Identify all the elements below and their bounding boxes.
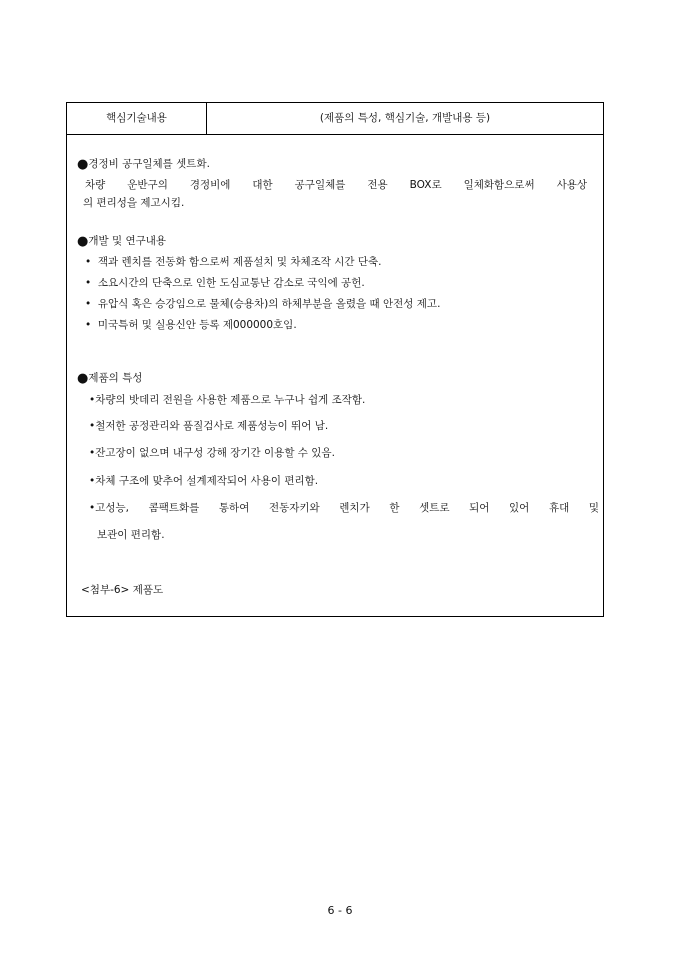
page-number: 6 - 6 bbox=[327, 904, 353, 917]
bullet-circle-icon: ● bbox=[77, 157, 89, 172]
section-body-line: 의 편리성을 제고시킴. bbox=[83, 197, 185, 209]
list-item-continuation: 보관이 편리함. bbox=[97, 529, 165, 541]
list-item: •차체 구조에 맞추어 설계제작되어 사용이 편리함. bbox=[89, 475, 319, 487]
list-item: • 잭과 렌치를 전동화 함으로써 제품설치 및 차체조작 시간 단축. bbox=[85, 256, 382, 268]
bullet-dot-icon: • bbox=[89, 447, 96, 459]
section-title-text: 제품의 특성 bbox=[88, 372, 143, 384]
attachment-label: <첨부-6> 제품도 bbox=[81, 584, 164, 596]
header-cell-core-tech: 핵심기술내용 bbox=[67, 103, 207, 134]
header-cell-description: (제품의 특성, 핵심기술, 개발내용 등) bbox=[319, 112, 491, 124]
section-body-line: 차량 운반구의 경정비에 대한 공구일체를 전용 BOX로 일체화함으로써 사용상 bbox=[85, 179, 587, 191]
bullet-circle-icon: ● bbox=[77, 234, 89, 249]
bullet-dot-icon: • bbox=[85, 256, 92, 268]
bullet-dot-icon: • bbox=[85, 277, 92, 289]
bullet-dot-icon: • bbox=[89, 475, 96, 487]
list-item: • 미국특허 및 실용신안 등록 제000000호임. bbox=[85, 319, 297, 331]
list-item: •고성능, 콤팩트화를 통하여 전동자키와 렌치가 한 셋트로 되어 있어 휴대 및 bbox=[89, 502, 599, 514]
section-title-text: 개발 및 연구내용 bbox=[88, 235, 167, 247]
section-title-2 bbox=[77, 234, 166, 248]
section-title-3 bbox=[77, 371, 142, 385]
bullet-dot-icon: • bbox=[89, 502, 96, 514]
list-item: •잔고장이 없으며 내구성 강해 장기간 이용할 수 있음. bbox=[89, 447, 335, 459]
list-item: •차량의 밧데리 전원을 사용한 제품으로 누구나 쉽게 조작함. bbox=[89, 394, 366, 406]
content-table bbox=[66, 102, 604, 617]
table-header-row bbox=[67, 103, 603, 135]
bullet-dot-icon: • bbox=[89, 394, 96, 406]
section-title-1 bbox=[77, 157, 210, 171]
bullet-circle-icon: ● bbox=[77, 371, 89, 386]
bullet-dot-icon: • bbox=[89, 420, 96, 432]
list-item: • 소요시간의 단축으로 인한 도심교통난 감소로 국익에 공헌. bbox=[85, 277, 365, 289]
bullet-dot-icon: • bbox=[85, 319, 92, 331]
list-item: •철저한 공정관리와 품질검사로 제품성능이 뛰어 남. bbox=[89, 420, 329, 432]
list-item: • 유압식 혹은 승강임으로 물체(승용차)의 하체부분을 올렸을 때 안전성 제고. bbox=[85, 298, 441, 310]
bullet-dot-icon: • bbox=[85, 298, 92, 310]
section-title-text: 경정비 공구일체를 셋트화. bbox=[88, 158, 210, 170]
